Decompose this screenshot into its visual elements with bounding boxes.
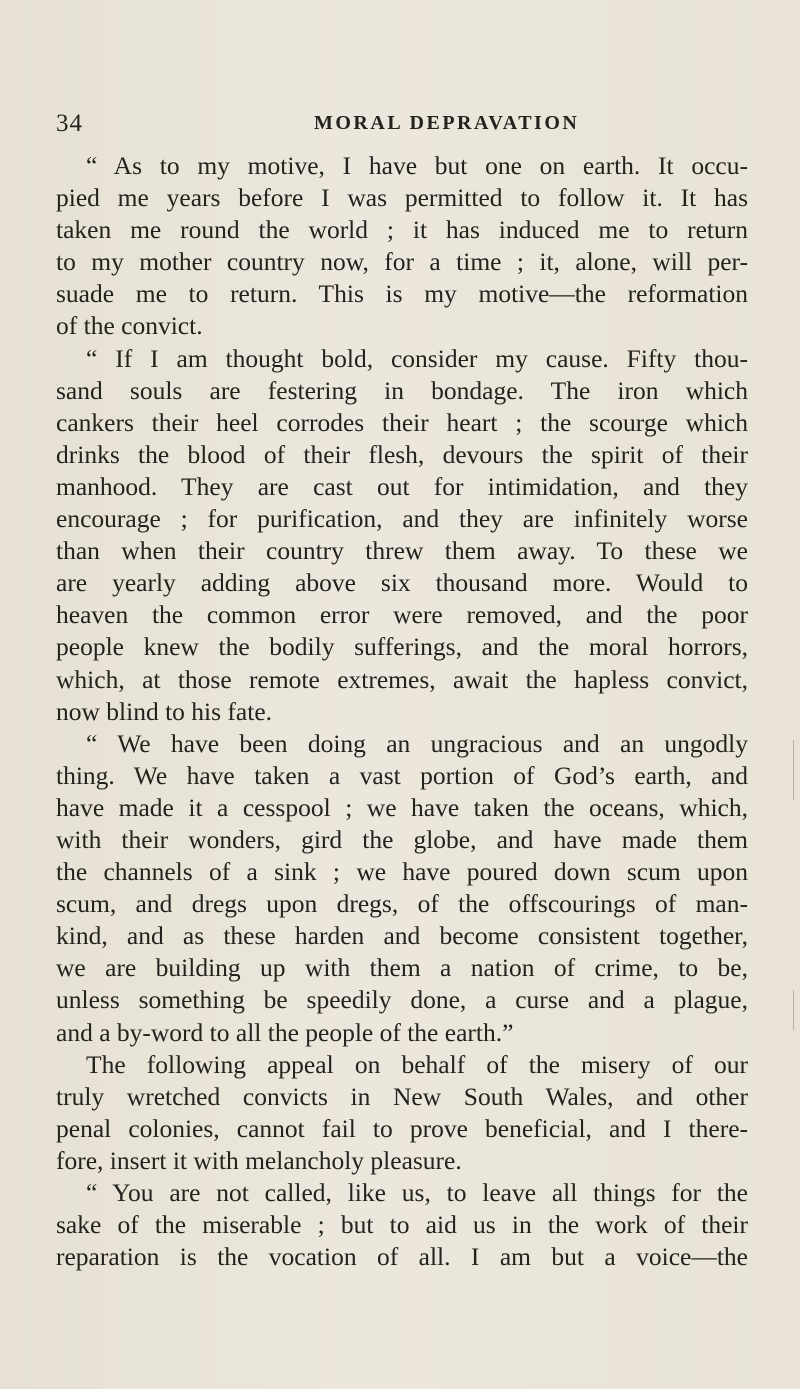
text-line: which, at those remote extremes, await the hapless convict, [56, 664, 748, 694]
text-line: thing. We have taken a vast portion of God’s earth, and [56, 760, 748, 790]
text-line: heaven the common error were removed, and the poor [56, 600, 748, 630]
margin-mark [793, 740, 794, 800]
text-line: fore, insert it with melancholy pleasure. [56, 1145, 462, 1175]
text-line: “ As to my motive, I have but one on earth. It occu- [86, 151, 748, 180]
text-line: penal colonies, cannot fail to prove beneficial, and I there- [56, 1113, 748, 1143]
text-line: the channels of a sink ; we have poured down scum upon [56, 857, 748, 887]
text-line: we are building up with them a nation of crime, to be, [56, 953, 748, 983]
text-line: suade me to return. This is my motive—the reformation [56, 279, 748, 309]
text-line: have made it a cesspool ; we have taken the oceans, which, [56, 792, 748, 822]
text-line: of the convict. [56, 311, 203, 341]
text-line: with their wonders, gird the globe, and have made them [56, 824, 748, 854]
text-line: are yearly adding above six thousand more. Would to [56, 568, 748, 598]
text-line: scum, and dregs upon dregs, of the offscourings of man- [56, 889, 748, 919]
text-line: now blind to his fate. [56, 696, 273, 726]
text-line: reparation is the vocation of all. I am but a voice—the [56, 1242, 748, 1272]
text-line: unless something be speedily done, a curse and a plague, [56, 985, 748, 1015]
text-line: “ We have been doing an ungracious and an ungodly [86, 728, 748, 758]
text-line: taken me round the world ; it has induced me to return [56, 215, 748, 245]
text-line: people knew the bodily sufferings, and the moral horrors, [56, 632, 748, 662]
text-line: to my mother country now, for a time ; it, alone, will per- [56, 247, 748, 277]
text-line: drinks the blood of their flesh, devours the spirit of their [56, 439, 748, 469]
text-line: kind, and as these harden and become consistent together, [56, 921, 748, 951]
text-line: “ If I am thought bold, consider my cause. Fifty thou- [86, 343, 748, 373]
text-line: The following appeal on behalf of the misery of our [86, 1049, 748, 1079]
text-line: pied me years before I was permitted to follow it. It has [56, 183, 748, 213]
text-line: than when their country threw them away. To these we [56, 536, 748, 566]
text-line: manhood. They are cast out for intimidation, and they [56, 471, 748, 501]
text-line: “ You are not called, like us, to leave all things for the [86, 1178, 748, 1207]
page-number: 34 [56, 110, 83, 137]
text-line: and a by-word to all the people of the earth.” [56, 1017, 514, 1047]
page-header [56, 110, 746, 150]
text-line: sand souls are festering in bondage. The iron which [56, 375, 748, 405]
margin-mark [793, 990, 794, 1030]
text-line: sake of the miserable ; but to aid us in the work of their [56, 1210, 748, 1240]
text-line: truly wretched convicts in New South Wales, and other [56, 1081, 748, 1111]
text-line: cankers their heel corrodes their heart ; the scourge which [56, 407, 748, 437]
text-line: encourage ; for purification, and they are infinitely worse [56, 504, 748, 534]
running-head: MORAL DEPRAVATION [314, 112, 580, 134]
body-text [56, 150, 748, 1273]
